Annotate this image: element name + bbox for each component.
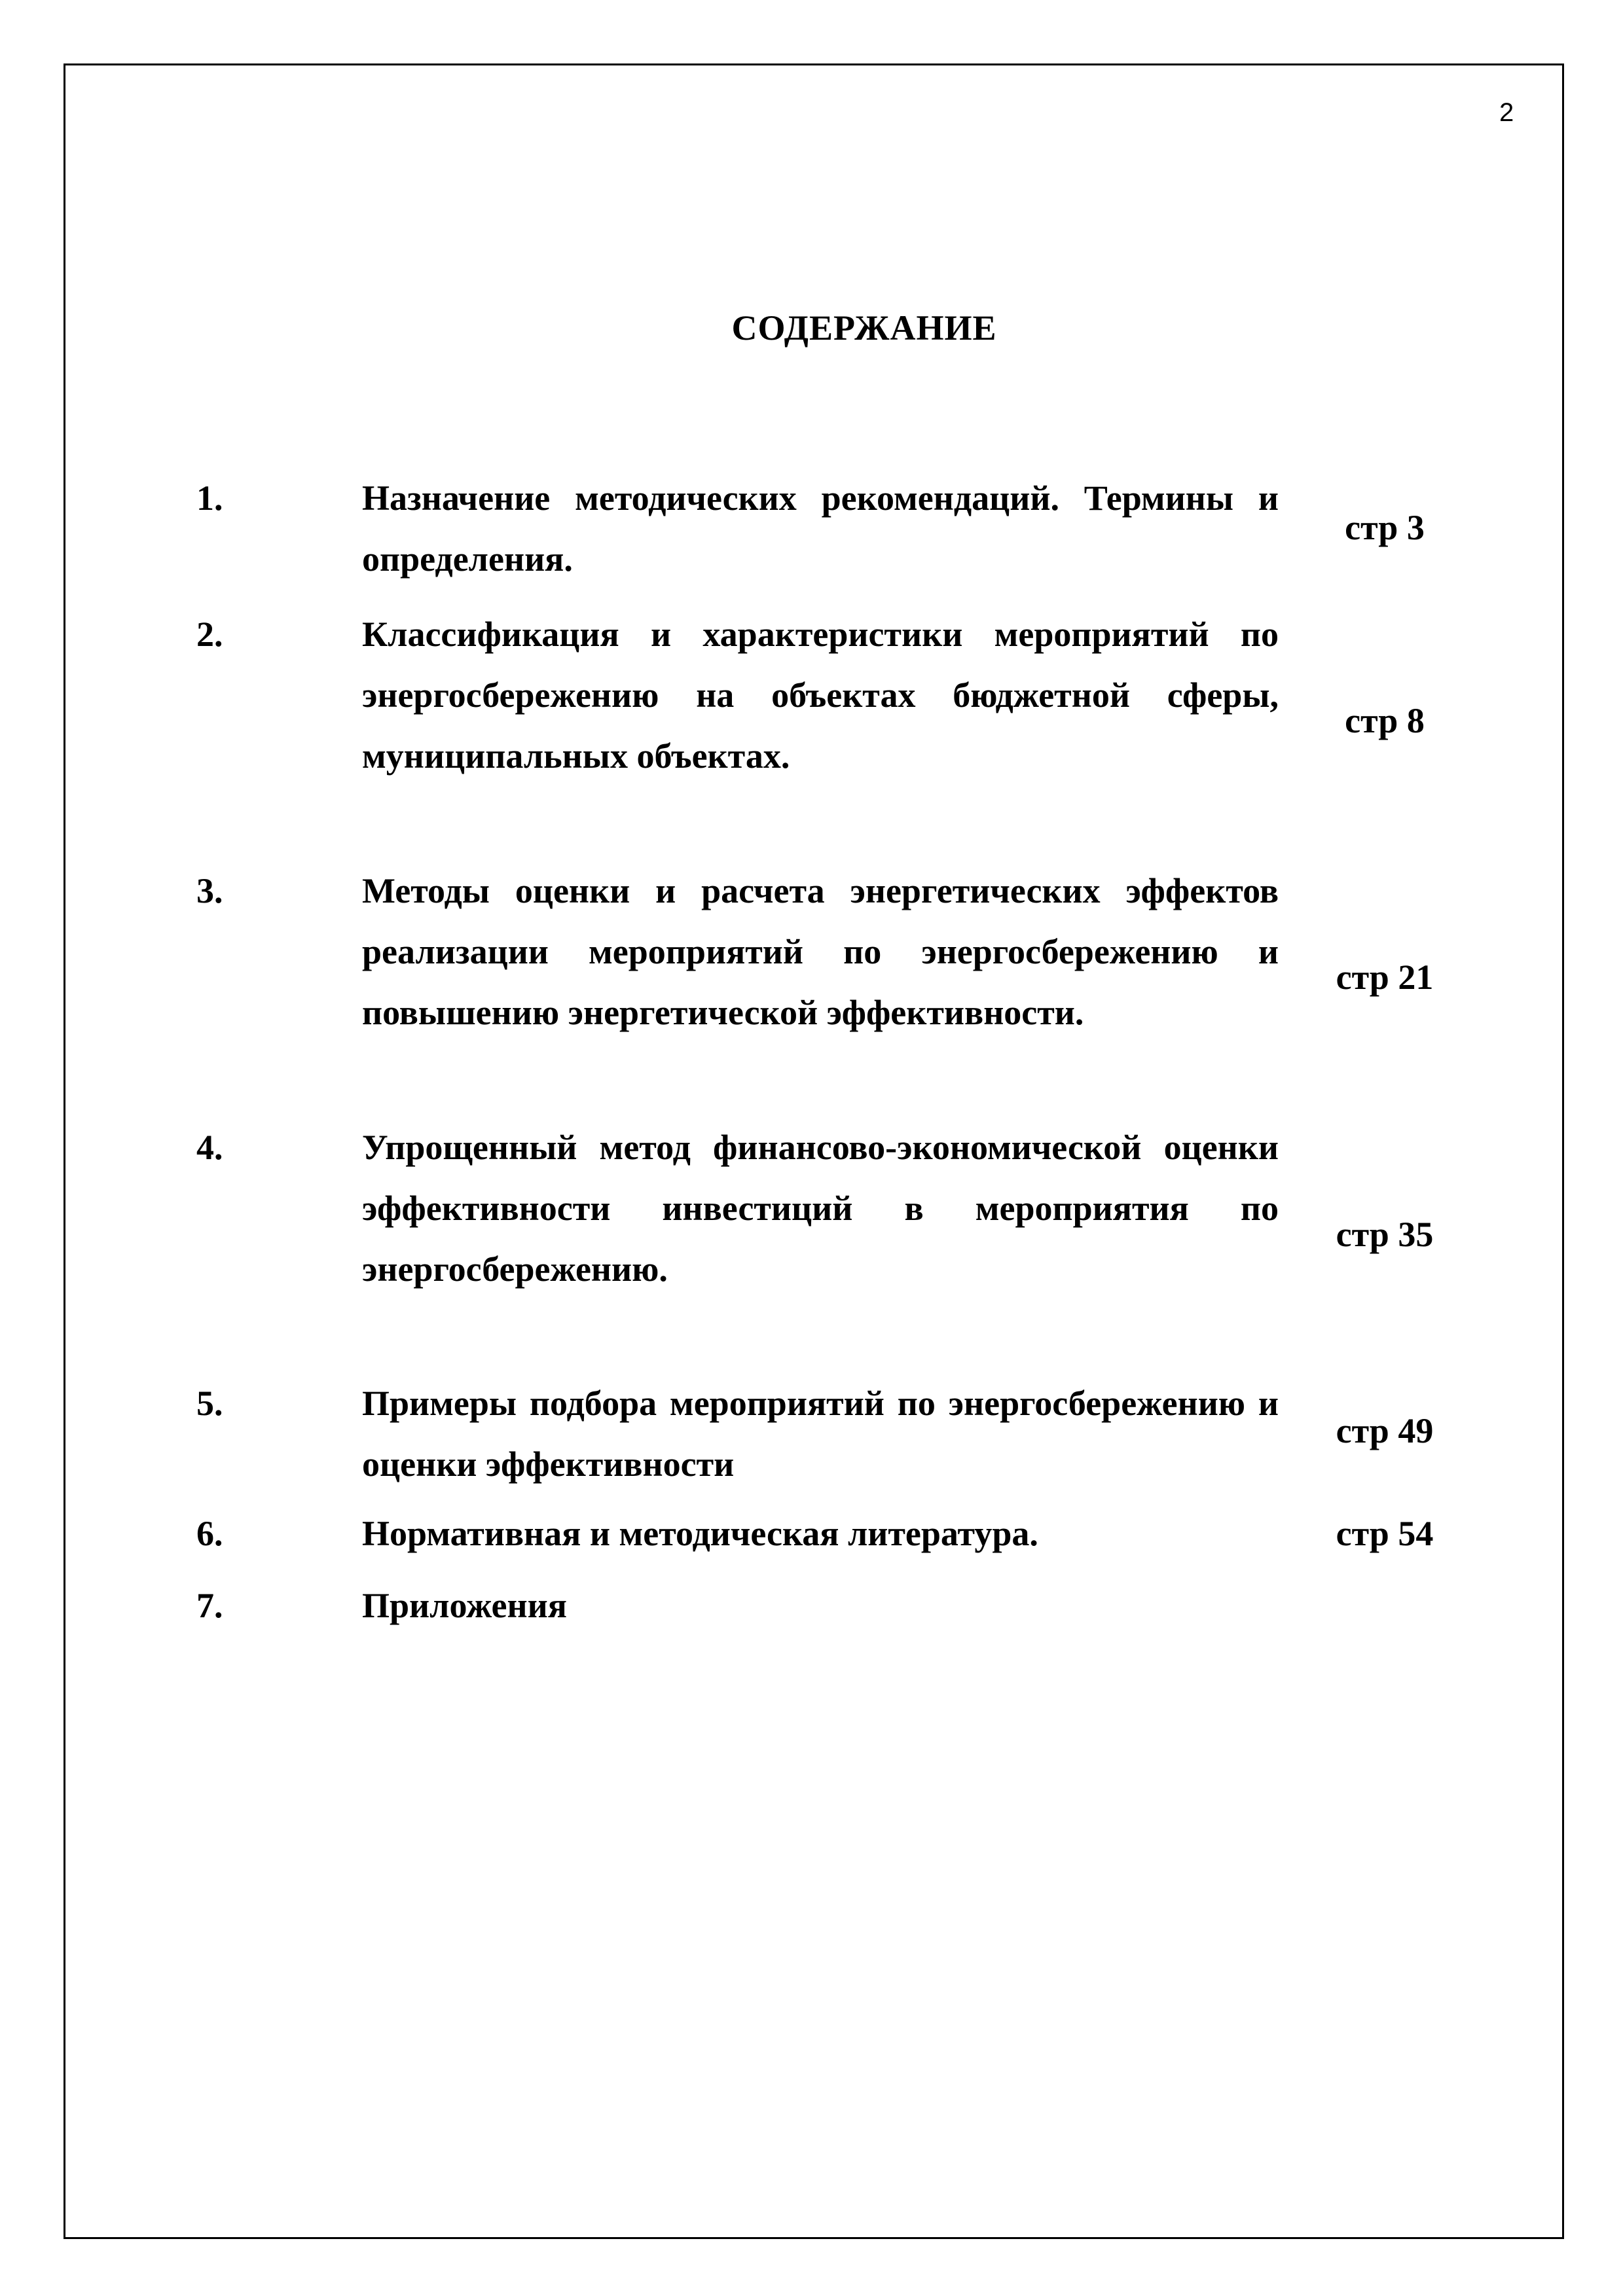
toc-entry-title: Классификация и характеристики мероприятий по энергосбережению на объектах бюджетной сферы, муниципальных объектах. bbox=[362, 615, 1279, 776]
toc-entry-page: стр 49 bbox=[1336, 1411, 1434, 1450]
toc-entry-title: Нормативная и методическая литература. bbox=[362, 1514, 1038, 1553]
toc-entry-title: Упрощенный метод финансово-экономической оценки эффективности инвестиций в мероприятия по энергосбережению. bbox=[362, 1128, 1279, 1289]
toc-entry-number: 5. bbox=[196, 1384, 223, 1423]
toc-entry-number: 1. bbox=[196, 478, 223, 518]
toc-entry-page: стр 35 bbox=[1336, 1215, 1434, 1254]
toc-entry-number: 4. bbox=[196, 1128, 223, 1167]
toc-entry-page: стр 8 bbox=[1345, 701, 1425, 740]
toc-entry-title: Приложения bbox=[362, 1586, 567, 1625]
toc-entry-page: стр 54 bbox=[1336, 1514, 1434, 1553]
page-title: СОДЕРЖАНИЕ bbox=[731, 308, 997, 348]
toc-entry-title: Примеры подбора мероприятий по энергосбережению и оценки эффективности bbox=[362, 1384, 1279, 1484]
toc-entry-number: 7. bbox=[196, 1586, 223, 1625]
toc-entry-title: Методы оценки и расчета энергетических эффектов реализации мероприятий по энергосбережению и повышению энергетической эффективности. bbox=[362, 871, 1279, 1032]
toc-entry-page: стр 21 bbox=[1336, 958, 1434, 997]
page-number: 2 bbox=[1499, 98, 1514, 127]
toc-entry-title: Назначение методических рекомендаций. Термины и определения. bbox=[362, 478, 1279, 579]
toc-entry-number: 6. bbox=[196, 1514, 223, 1553]
toc-entry-number: 3. bbox=[196, 871, 223, 910]
toc-entry-number: 2. bbox=[196, 615, 223, 654]
toc-entry-page: стр 3 bbox=[1345, 508, 1425, 547]
